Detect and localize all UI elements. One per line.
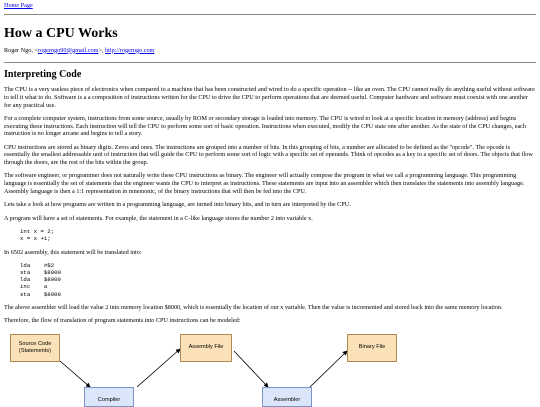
binary-file-label: Binary File [358,343,386,350]
paragraph: In 6502 assembly, this statement will be translated into: [4,248,142,256]
binary-file-box [347,334,397,362]
paragraph: The software engineer, or programmer does not naturally write these CPU instructions as binary. The engineer will actually compose the program in what we call a programming language. This programming language is essentially the set of statements that the engineer wants the CPU to interpret as instructions. These statements are input into an assembler which then translates the statements into assembly language. Assembly language is then a 1:1 representation in mnemonic, of the binary instructions that will then be fed into the CPU. [4,172,525,195]
section-heading: Interpreting Code [4,69,82,81]
paragraph: A program will have a set of statements. For example, the statement in a C-like language stores the number 2 into variable x. [4,214,313,222]
paragraph: The CPU is a very useless piece of electronics when compared to a machine that has been constructed and wired to do a specific operation -- like an oven. The CPU cannot really do anything useful without software to tell it what to do. Software is a a composition of instructions written for the CPU to drive the CPU to perform operations that are deemed useful. Computer hardware and software must coexist with one another for any practical use. [4,86,535,109]
source-code-sublabel: (Statements) [18,347,52,354]
author-email-link[interactable]: rogerngo90@gmail.com [37,46,99,54]
assembly-code-block: lda #$2 sta $8000 lda $8000 inc a sta $8000 [20,262,61,298]
divider [4,62,536,63]
paragraph: For a complete computer system, instructions from some source, usually by ROM or secondary storage is loaded into memory. The CPU is wired to look at a specific location in memory (address) and begins executing these instructions. Each instruction will tell the CPU to perform some sort of basic operation. Instructions when executed, modify the CPU state one after another. As the state of the CPU changes, each instruction is no longer arcane and begins to tell a story. [4,115,527,138]
c-code-block: int x = 2; x = x +1; [20,228,55,243]
assembler-box [262,387,312,407]
arrow-assembly-to-assembler [234,351,268,387]
compiler-box [84,387,134,407]
page-title: How a CPU Works [4,25,118,41]
source-code-label: Source Code [18,340,52,347]
assembly-file-label: Assembly File [188,343,224,350]
paragraph: Lets take a look at how programs are written in a programming language, are turned into binary bits, and in turn are interpreted by the CPU. [4,201,351,209]
home-page-link[interactable]: Home Page [4,2,33,9]
assembly-file-box [180,334,232,362]
flow-arrows [4,331,536,391]
paragraph: CPU instructions are stored as binary digits. Zeros and ones. The instructions are grouped into a number of bits. In this grouping of bits, a number are allocated to be defined as the "opcode". The opcode is essentially the smallest addressable unit of instruction that will guide the CPU to perform some sort of logic with a specific set of operands. Think of opcodes as a key to a specific set of doors. The objects that flow through the doors, are the rest of the bits within the group. [4,143,533,166]
assembler-label: Assembler [273,396,301,403]
arrow-compiler-to-assembly [137,349,180,387]
paragraph: Therefore, the flow of translation of program statements into CPU instructions can be modeled: [4,317,241,325]
arrow-source-to-compiler [60,361,90,387]
arrow-assembler-to-binary [310,351,347,387]
source-code-box [10,334,60,362]
compiler-label: Compiler [97,396,121,403]
author-website-link[interactable]: http://rogerngo.com [105,46,155,54]
translation-flow-diagram [4,331,536,403]
paragraph: The above assembler will load the value 2 into memory location $8000, which is essentially the location of our x variable. Then the value is incremented and stored back into the same memory location. [4,303,503,311]
author-name: Roger Ngo, < [4,46,38,54]
divider [4,14,536,15]
author-separator: >, [98,46,106,54]
author-line [4,47,536,55]
